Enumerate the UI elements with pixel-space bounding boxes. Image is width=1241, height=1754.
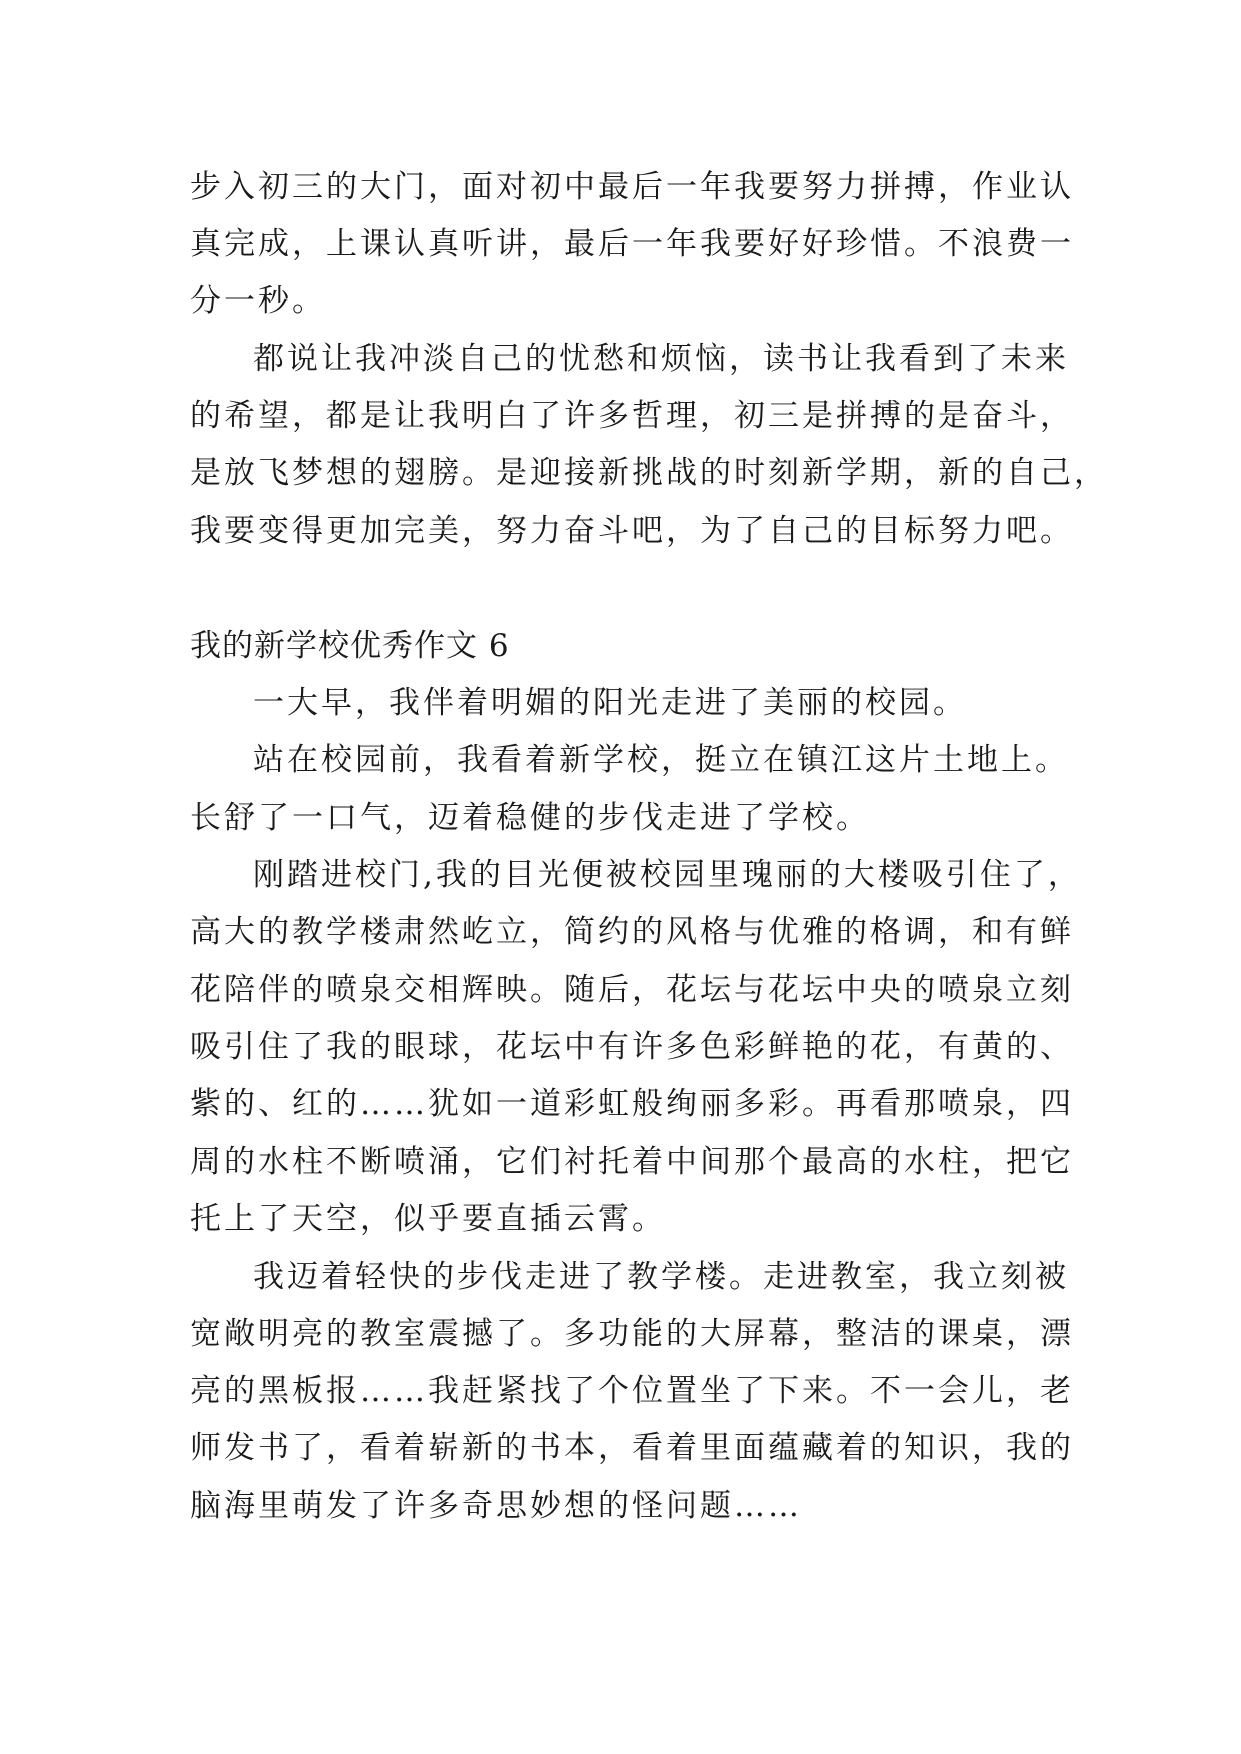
paragraph-line: 花陪伴的喷泉交相辉映。随后，花坛与花坛中央的喷泉立刻	[190, 972, 1074, 1008]
paragraph-line: 真完成，上课认真听讲，最后一年我要好好珍惜。不浪费一	[190, 226, 1074, 262]
paragraph-line: 都说让我冲淡自己的忧愁和烦恼，读书让我看到了未来	[253, 341, 1069, 377]
paragraph-line: 吸引住了我的眼球，花坛中有许多色彩鲜艳的花，有黄的、	[190, 1029, 1074, 1065]
paragraph-line: 分一秒。	[190, 283, 326, 319]
paragraph-line: 长舒了一口气，迈着稳健的步伐走进了学校。	[190, 800, 870, 836]
paragraph-line: 亮的黑板报……我赶紧找了个位置坐了下来。不一会儿，老	[190, 1373, 1074, 1409]
paragraph-line: 步入初三的大门，面对初中最后一年我要努力拼搏，作业认	[190, 169, 1074, 205]
paragraph-line: 高大的教学楼肃然屹立，简约的风格与优雅的格调，和有鲜	[190, 914, 1074, 950]
paragraph-line: 我迈着轻快的步伐走进了教学楼。走进教室，我立刻被	[253, 1259, 1069, 1295]
paragraph-line: 师发书了，看着崭新的书本，看着里面蕴藏着的知识，我的	[190, 1430, 1074, 1466]
paragraph-line: 宽敞明亮的教室震撼了。多功能的大屏幕，整洁的课桌，漂	[190, 1316, 1074, 1352]
paragraph-line: 刚踏进校门,我的目光便被校园里瑰丽的大楼吸引住了，	[253, 857, 1082, 893]
paragraph-line: 我要变得更加完美，努力奋斗吧，为了自己的目标努力吧。	[190, 513, 1074, 549]
paragraph-line: 站在校园前，我看着新学校，挺立在镇江这片土地上。	[253, 742, 1069, 778]
paragraph-line: 托上了天空，似乎要直插云霄。	[190, 1201, 666, 1237]
paragraph-line: 紫的、红的……犹如一道彩虹般绚丽多彩。再看那喷泉，四	[190, 1086, 1074, 1122]
section-heading: 我的新学校优秀作文 6	[190, 628, 510, 664]
paragraph-line: 周的水柱不断喷涌，它们衬托着中间那个最高的水柱，把它	[190, 1144, 1074, 1180]
paragraph-line: 是放飞梦想的翅膀。是迎接新挑战的时刻新学期，新的自己，	[190, 455, 1108, 491]
paragraph-line: 一大早，我伴着明媚的阳光走进了美丽的校园。	[253, 685, 967, 721]
paragraph-line: 的希望，都是让我明白了许多哲理，初三是拼搏的是奋斗，	[190, 398, 1074, 434]
paragraph-line: 脑海里萌发了许多奇思妙想的怪问题……	[190, 1488, 802, 1524]
